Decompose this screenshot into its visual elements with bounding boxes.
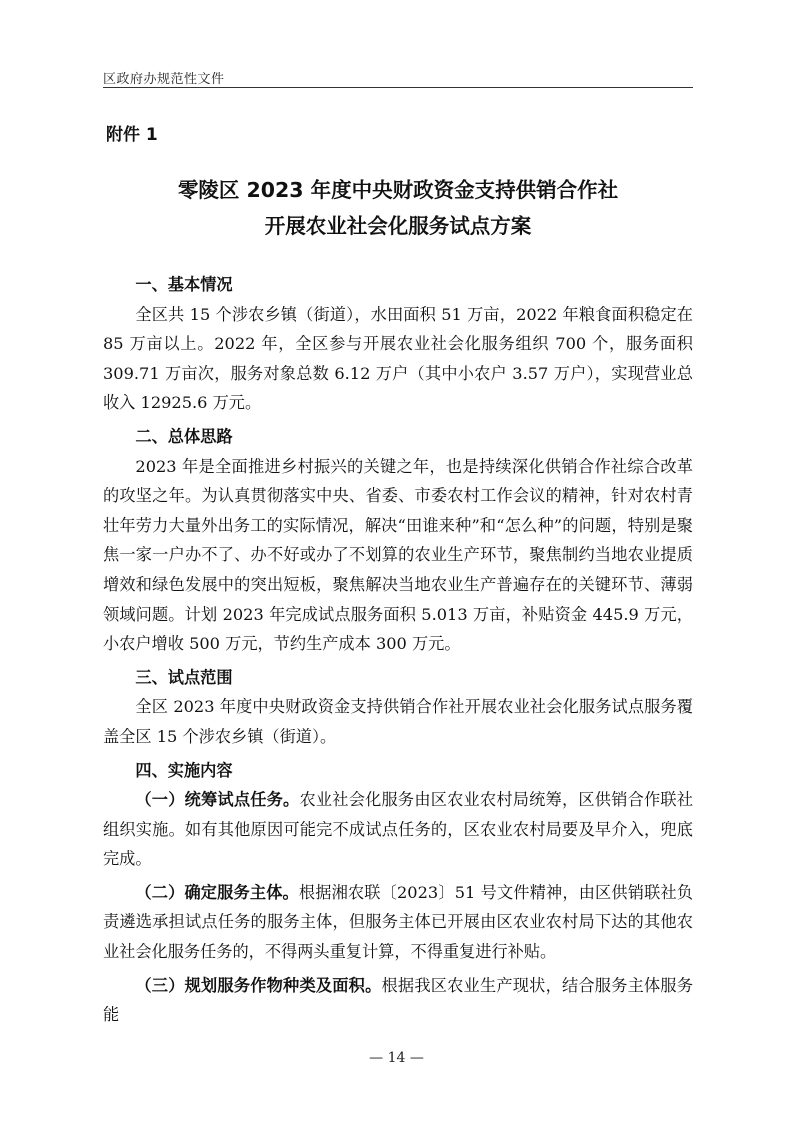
paragraph-implementation-3: [103, 971, 693, 1030]
attachment-label: 附件 1: [106, 125, 158, 145]
section-heading-overall-idea: 二、总体思路: [135, 426, 233, 446]
page-number: — 14 —: [369, 1050, 424, 1066]
header-divider: [103, 87, 693, 88]
section-heading-implementation: 四、实施内容: [135, 760, 233, 780]
paragraph-overall-idea: 2023 年是全面推进乡村振兴的关键之年，也是持续深化供销合作社综合改革的攻坚之年。为认真贯彻落实中央、省委、市委农村工作会议的精神，针对农村青壮年劳力大量外出务工的实际情况，解决“田谁来种”和“怎么种”的问题，特别是聚焦一家一户办不了、办不好或办了不划算的农业生产环节，聚焦制约当地农业提质增效和绿色发展中的突出短板，聚焦解决当地农业生产普遍存在的关键环节、薄弱领域问题。计划 2023 年完成试点服务面积 5.013 万亩，补贴资金 445.9 万元，小农户增收 500 万元，节约生产成本 300 万元。: [103, 456, 693, 654]
subheading-3: （三）规划服务作物种类及面积。: [135, 975, 382, 995]
paragraph-pilot-scope: 全区 2023 年度中央财政资金支持供销合作社开展农业社会化服务试点服务覆盖全区 15 个涉农乡镇（街道）。: [103, 697, 693, 746]
document-title: [103, 172, 693, 244]
paragraph-text-1: 农业社会化服务由区农业农村局统筹，区供销合作联社组织实施。如有其他原因可能完不成试点任务的，区农业农村局要及早介入，兜底完成。: [103, 790, 694, 869]
paragraph-text-2: 根据湘农联〔2023〕51 号文件精神，由区供销联社负责遴选承担试点任务的服务主体，但服务主体已开展由区农业农村局下达的其他农业社会化服务任务的，不得两头重复计算，不得重复进行补贴。: [103, 882, 693, 962]
title-line-1: 零陵区 2023 年度中央财政资金支持供销合作社: [177, 178, 619, 202]
document-header: 区政府办规范性文件: [103, 72, 225, 87]
paragraph-implementation-1: [103, 785, 693, 874]
paragraph-text-3: 根据我区农业生产现状，结合服务主体服务能: [103, 975, 694, 1025]
subheading-2: （二）确定服务主体。: [135, 882, 299, 902]
document-body: [103, 270, 693, 1030]
title-line-2: 开展农业社会化服务试点方案: [264, 214, 532, 238]
section-heading-basic-situation: 一、基本情况: [135, 275, 233, 294]
subheading-1: （一）统筹试点任务。: [135, 790, 300, 810]
paragraph-basic-situation: 全区共 15 个涉农乡镇（街道），水田面积 51 万亩，2022 年粮食面积稳定在 85 万亩以上。2022 年，全区参与开展农业社会化服务组织 700 个，服务面积 309.71 万亩次，服务对象总数 6.12 万户（其中小农户 3.57 万户），实现营业总收入 12925.6 万元。: [103, 304, 693, 413]
section-heading-pilot-scope: 三、试点范围: [135, 667, 233, 687]
paragraph-implementation-2: [103, 878, 693, 967]
